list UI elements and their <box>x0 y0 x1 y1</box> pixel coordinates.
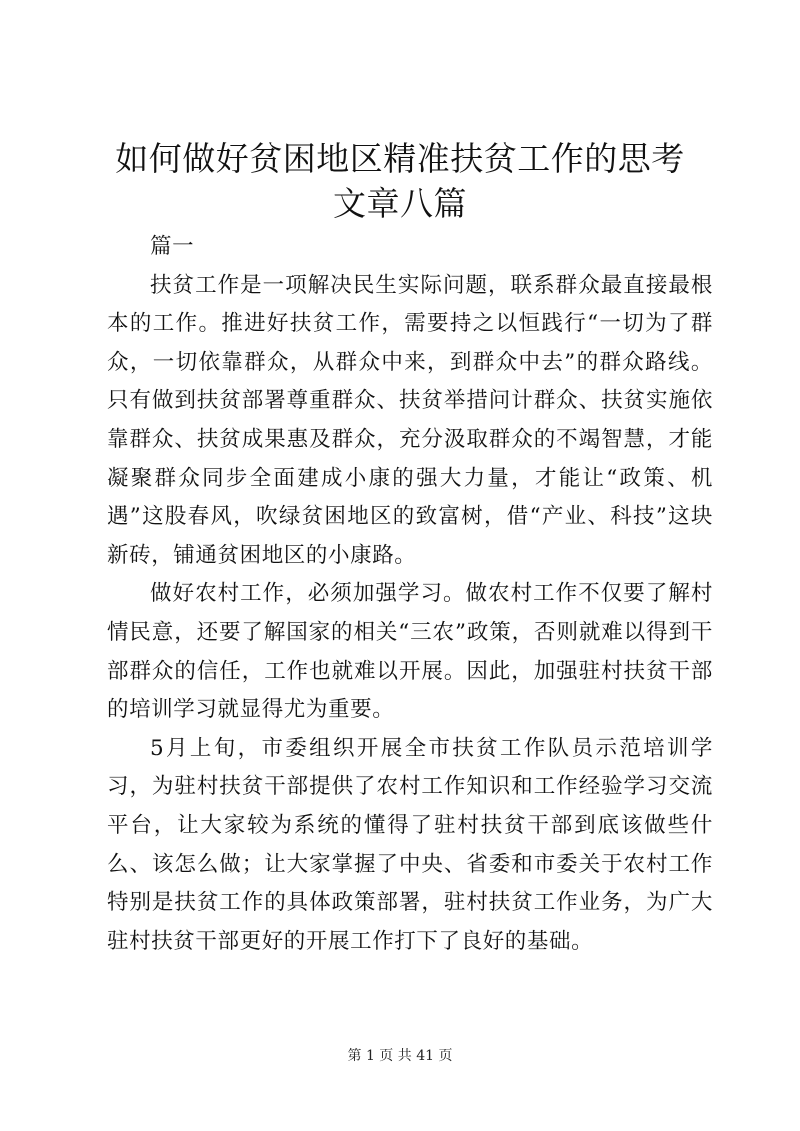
page-indicator: 第 1 页 共 41 页 <box>347 1048 453 1064</box>
paragraph-2: 做好农村工作，必须加强学习。做农村工作不仅要了解村情民意，还要了解国家的相关“三农”政策，否则就难以得到干部群众的信任，工作也就难以开展。因此，加强驻村扶贫干部的培训学习就显得尤为重要。 <box>107 581 713 723</box>
page-footer <box>0 1046 800 1066</box>
paragraph-3: 5月上旬，市委组织开展全市扶贫工作队员示范培训学习，为驻村扶贫干部提供了农村工作知识和工作经验学习交流平台，让大家较为系统的懂得了驻村扶贫干部到底该做些什么、该怎么做；让大家掌握了中央、省委和市委关于农村工作特别是扶贫工作的具体政策部署，驻村扶贫工作业务，为广大驻村扶贫干部更好的开展工作打下了良好的基础。 <box>107 735 713 954</box>
document-title: 如何做好贫困地区精准扶贫工作的思考文章八篇 <box>115 139 685 223</box>
document-body <box>107 228 713 961</box>
paragraph-1: 扶贫工作是一项解决民生实际问题，联系群众最直接最根本的工作。推进好扶贫工作，需要持之以恒践行“一切为了群众，一切依靠群众，从群众中来，到群众中去”的群众路线。只有做到扶贫部署尊重群众、扶贫举措问计群众、扶贫实施依靠群众、扶贫成果惠及群众，充分汲取群众的不竭智慧，才能凝聚群众同步全面建成小康的强大力量，才能让“政策、机遇”这股春风，吹绿贫困地区的致富树，借“产业、科技”这块新砖，铺通贫困地区的小康路。 <box>107 272 713 568</box>
section-label: 篇一 <box>150 234 195 259</box>
